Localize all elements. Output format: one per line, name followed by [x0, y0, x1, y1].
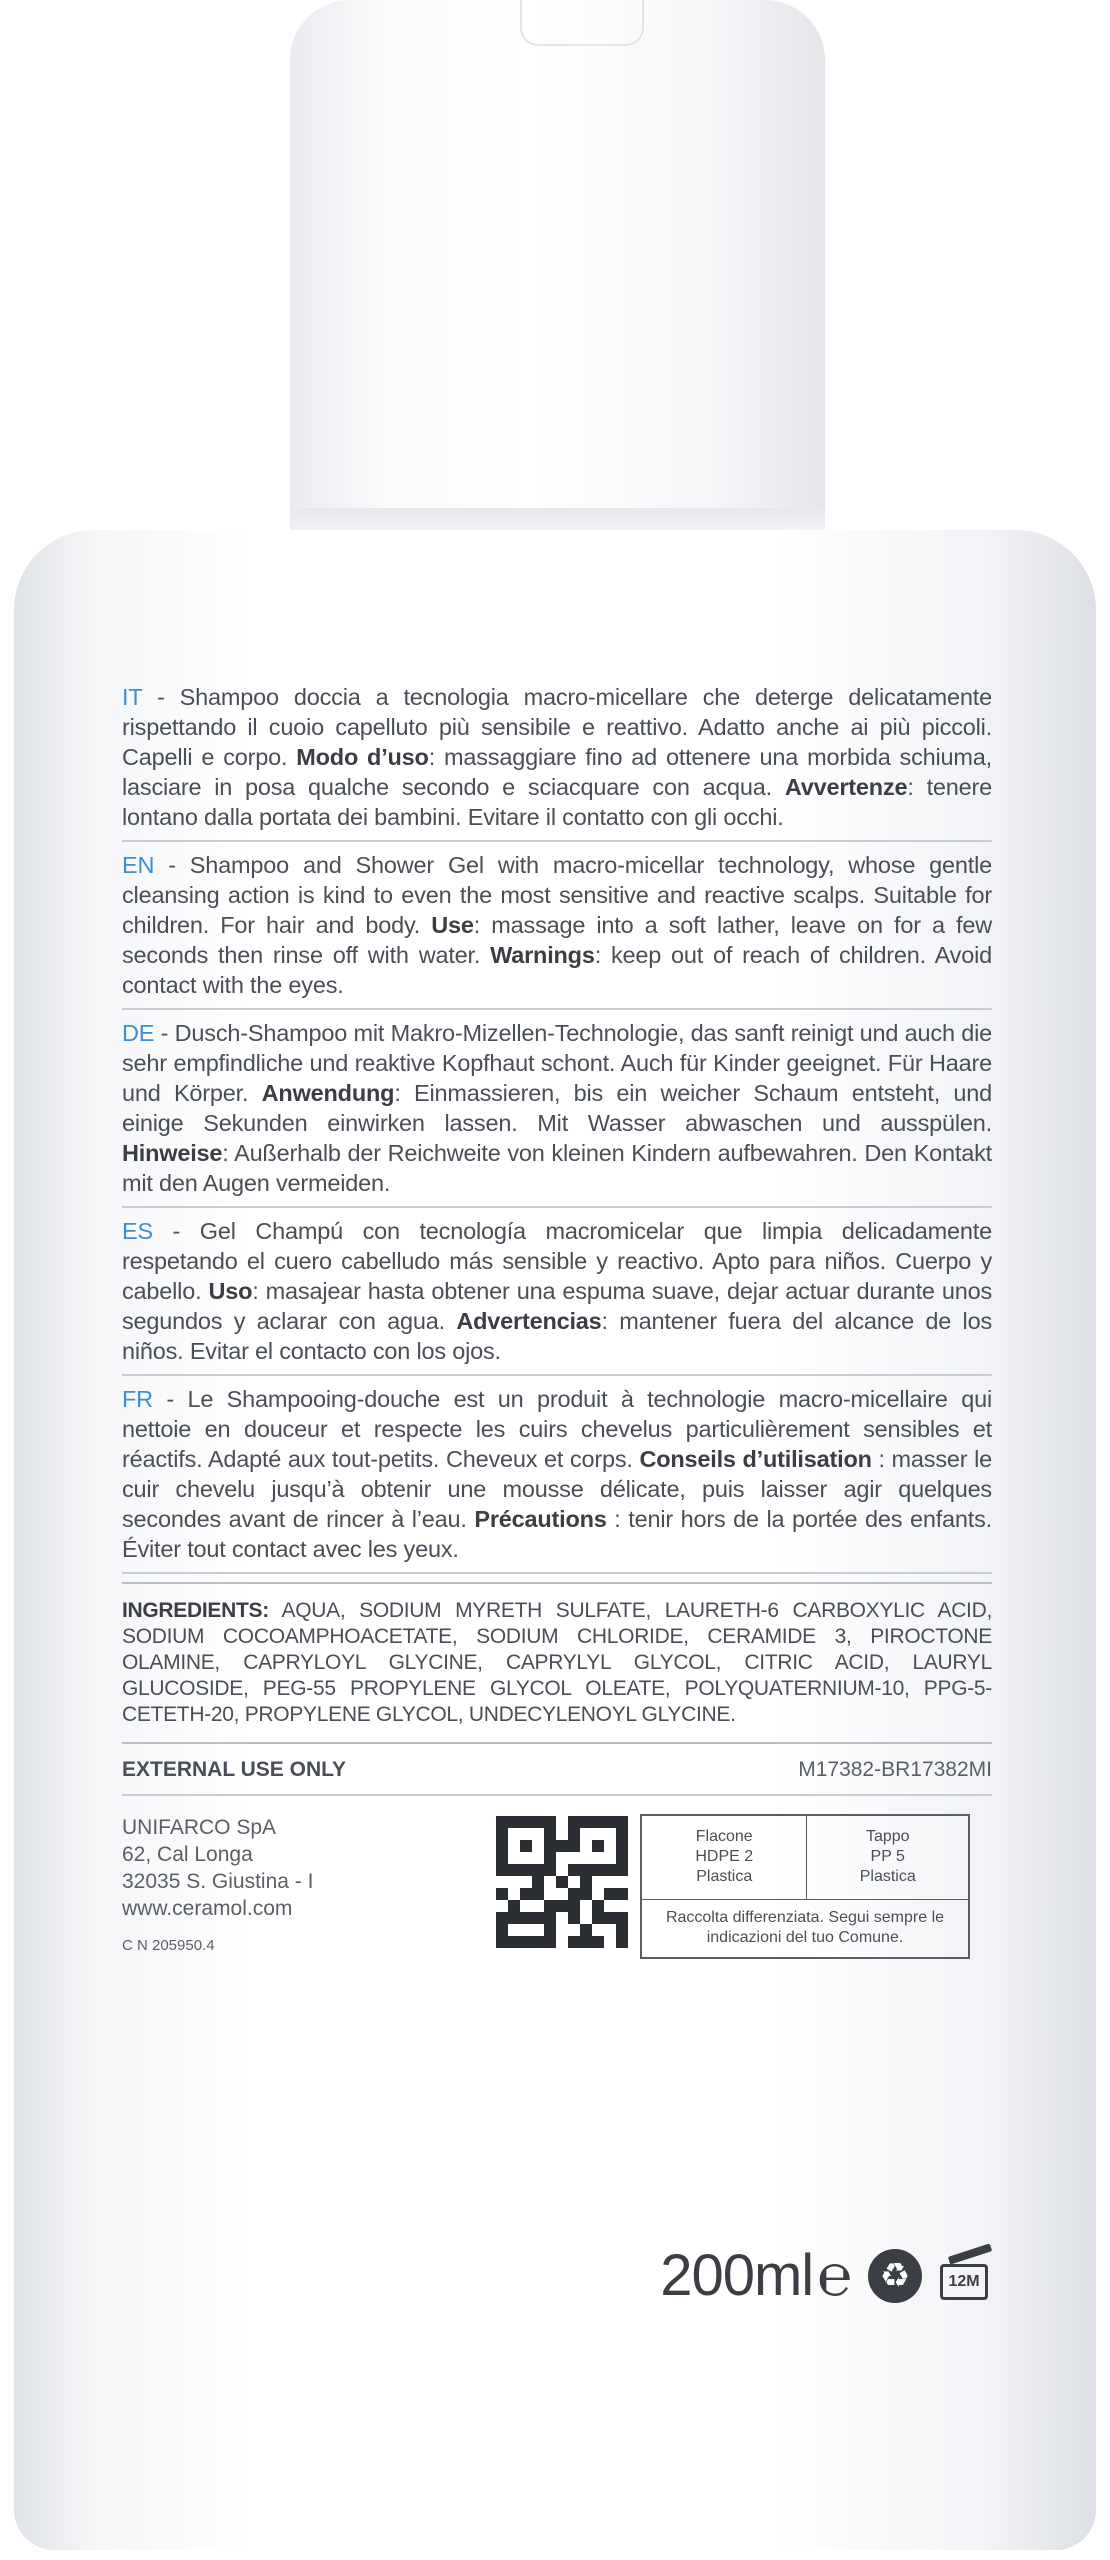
usage-heading: Uso: [208, 1278, 253, 1304]
pao-icon: [938, 2250, 992, 2302]
qr-module: [520, 1924, 532, 1936]
qr-module: [604, 1924, 616, 1936]
usage-heading: Conseils d’utilisation: [639, 1446, 872, 1472]
qr-module: [508, 1864, 520, 1876]
qr-module: [604, 1888, 616, 1900]
qr-module: [616, 1864, 628, 1876]
qr-module: [496, 1852, 508, 1864]
qr-module: [556, 1900, 568, 1912]
qr-module: [544, 1900, 556, 1912]
qr-module: [556, 1864, 568, 1876]
external-use-notice: EXTERNAL USE ONLY: [122, 1758, 347, 1781]
warnings-text: : Außerhalb der Reichweite von kleinen Kindern aufbewahren. Den Kontakt mit den Augen vermeiden.: [122, 1140, 992, 1196]
usage-text: : Einmassieren, bis ein weicher Schaum entsteht, und einige Sekunden einwirken lassen. Mit Wasser abwaschen und ausspülen.: [122, 1080, 993, 1136]
qr-module: [496, 1828, 508, 1840]
qr-module: [580, 1888, 592, 1900]
qr-module: [544, 1852, 556, 1864]
recycling-material: PP 5: [870, 1848, 905, 1866]
qr-module: [604, 1840, 616, 1852]
qr-module: [532, 1852, 544, 1864]
qr-module: [496, 1840, 508, 1852]
qr-module: [604, 1912, 616, 1924]
website: www.ceramol.com: [122, 1897, 293, 1920]
description-text: - Shampoo and Shower Gel with macro-micellar technology, whose gentle cleansing action is kind to even the most sensitive and reactive scalps. Suitable for children. For hair and body.: [122, 852, 992, 938]
qr-module: [616, 1876, 628, 1888]
warnings-heading: Hinweise: [122, 1140, 223, 1166]
qr-module: [568, 1852, 580, 1864]
qr-module: [508, 1900, 520, 1912]
usage-code-row: [122, 1758, 992, 1796]
lang-code: FR: [122, 1386, 153, 1412]
qr-module: [616, 1852, 628, 1864]
qr-module: [508, 1816, 520, 1828]
qr-module: [580, 1876, 592, 1888]
lang-code: DE: [122, 1020, 155, 1046]
recycling-note: Raccolta differenziata. Segui sempre le indicazioni del tuo Comune.: [641, 1899, 969, 1958]
ingredients-text: AQUA, SODIUM MYRETH SULFATE, LAURETH-6 CARBOXYLIC ACID, SODIUM COCOAMPHOACETATE, SODIUM CHLORIDE, CERAMIDE 3, PIROCTONE OLAMINE, CAPRYLOYL GLYCINE, CAPRYLYL GLYCOL, CITRIC ACID, LAURYL GLUCOSIDE, PEG-55 PROPYLENE GLYCOL OLEATE, POLYQUATERNIUM-10, PPG-5-CETETH-20, PROPYLENE GLYCOL, UNDECYLENOYL GLYCINE.: [122, 1599, 992, 1726]
product-code: M17382-BR17382MI: [798, 1758, 992, 1781]
qr-module: [520, 1828, 532, 1840]
qr-module: [616, 1924, 628, 1936]
recycling-cell: [641, 1815, 807, 1899]
qr-module: [592, 1900, 604, 1912]
description-text: - Gel Champú con tecnología macromicelar que limpia delicadamente respetando el cuero cabelludo más sensible y reactivo. Apto para niños. Cuerpo y cabello.: [122, 1218, 992, 1304]
qr-module: [616, 1888, 628, 1900]
qr-module: [496, 1900, 508, 1912]
description-en: [122, 850, 992, 1010]
qr-module: [520, 1840, 532, 1852]
qr-module: [592, 1864, 604, 1876]
description-text: - Le Shampooing-douche est un produit à technologie macro-micellaire qui nettoie en douceur et respecte les cuirs chevelus particulièrement sensibles et réactifs. Adapté aux tout-petits. Cheveux et corps.: [122, 1386, 992, 1472]
qr-module: [556, 1816, 568, 1828]
qr-module: [520, 1888, 532, 1900]
cn-code: C N 205950.4: [122, 1937, 215, 1954]
qr-code: [496, 1816, 628, 1948]
qr-module: [544, 1888, 556, 1900]
qr-module: [616, 1840, 628, 1852]
qr-module: [496, 1888, 508, 1900]
qr-module: [580, 1828, 592, 1840]
ingredients-heading: INGREDIENTS:: [122, 1599, 269, 1622]
qr-module: [544, 1816, 556, 1828]
qr-module: [616, 1900, 628, 1912]
qr-module: [520, 1900, 532, 1912]
description-it: [122, 682, 992, 842]
recycling-item: Tappo: [865, 1828, 910, 1846]
qr-module: [556, 1876, 568, 1888]
qr-module: [496, 1864, 508, 1876]
qr-module: [568, 1912, 580, 1924]
qr-module: [520, 1852, 532, 1864]
qr-module: [556, 1888, 568, 1900]
qr-module: [616, 1828, 628, 1840]
qr-module: [532, 1900, 544, 1912]
qr-module: [604, 1852, 616, 1864]
usage-heading: Modo d’uso: [296, 744, 429, 770]
warnings-text: : mantener fuera del alcance de los niños. Evitar el contacto con los ojos.: [122, 1308, 992, 1364]
qr-module: [508, 1936, 520, 1948]
qr-module: [592, 1936, 604, 1948]
qr-module: [532, 1840, 544, 1852]
qr-module: [568, 1840, 580, 1852]
qr-module: [544, 1936, 556, 1948]
qr-module: [544, 1828, 556, 1840]
qr-module: [508, 1840, 520, 1852]
warnings-text: : keep out of reach of children. Avoid contact with the eyes.: [122, 942, 992, 998]
qr-module: [568, 1888, 580, 1900]
qr-module: [520, 1816, 532, 1828]
qr-module: [508, 1888, 520, 1900]
qr-module: [520, 1876, 532, 1888]
cap-hinge: [520, 0, 644, 46]
qr-module: [568, 1864, 580, 1876]
qr-module: [496, 1876, 508, 1888]
qr-module: [496, 1924, 508, 1936]
qr-module: [532, 1864, 544, 1876]
warnings-heading: Précautions: [474, 1506, 607, 1532]
ingredients-list: [122, 1582, 992, 1744]
qr-module: [508, 1876, 520, 1888]
manufacturer-address: [122, 1814, 462, 1959]
qr-module: [580, 1840, 592, 1852]
qr-module: [580, 1900, 592, 1912]
description-text: - Dusch-Shampoo mit Makro-Mizellen-Technologie, das sanft reinigt und auch die sehr empfindliche und reaktive Kopfhaut schont. Auch für Kinder geeignet. Für Haare und Körper.: [122, 1020, 992, 1106]
usage-text: : masser le cuir chevelu jusqu’à obtenir une mousse délicate, puis laisser agir quelques secondes avant de rincer à l’eau.: [122, 1446, 992, 1532]
manufacturer-row: [122, 1814, 992, 1959]
recycling-table: [640, 1814, 970, 1959]
qr-module: [568, 1900, 580, 1912]
warnings-text: : tenere lontano dalla portata dei bambini. Evitare il contatto con gli occhi.: [122, 774, 992, 830]
qr-module: [568, 1936, 580, 1948]
description-text: - Shampoo doccia a tecnologia macro-micellare che deterge delicatamente rispettando il cuoio capelluto più sensibile e reattivo. Adatto anche ai più piccoli. Capelli e corpo.: [122, 684, 992, 770]
qr-module: [580, 1936, 592, 1948]
qr-module: [580, 1816, 592, 1828]
qr-module: [592, 1816, 604, 1828]
recycling-type: Plastica: [859, 1868, 916, 1886]
qr-module: [592, 1876, 604, 1888]
qr-module: [592, 1912, 604, 1924]
qr-module: [532, 1816, 544, 1828]
address-line: UNIFARCO SpA: [122, 1816, 277, 1839]
qr-module: [544, 1864, 556, 1876]
qr-module: [556, 1912, 568, 1924]
usage-text: : massage into a soft lather, leave on for a few seconds then rinse off with water.: [122, 912, 992, 968]
qr-module: [592, 1840, 604, 1852]
recycling-item: Flacone: [695, 1828, 753, 1846]
description-de: [122, 1018, 992, 1208]
qr-module: [532, 1888, 544, 1900]
estimated-sign-icon: ℮: [817, 2243, 852, 2308]
usage-text: : masajear hasta obtener una espuma suave, dejar actuar durante unos segundos y aclarar con agua.: [122, 1278, 992, 1334]
qr-module: [604, 1900, 616, 1912]
qr-module: [532, 1924, 544, 1936]
qr-module: [508, 1912, 520, 1924]
qr-module: [604, 1864, 616, 1876]
recycling-cell: [807, 1815, 969, 1899]
warnings-heading: Avvertenze: [784, 774, 908, 800]
qr-module: [604, 1936, 616, 1948]
qr-module: [568, 1876, 580, 1888]
qr-module: [532, 1828, 544, 1840]
description-fr: [122, 1384, 992, 1574]
qr-module: [544, 1840, 556, 1852]
qr-module: [568, 1924, 580, 1936]
qr-module: [580, 1912, 592, 1924]
qr-module: [520, 1864, 532, 1876]
description-es: [122, 1216, 992, 1376]
warnings-heading: Warnings: [490, 942, 595, 968]
qr-module: [604, 1876, 616, 1888]
qr-module: [532, 1876, 544, 1888]
qr-module: [556, 1924, 568, 1936]
qr-module: [568, 1816, 580, 1828]
qr-module: [496, 1936, 508, 1948]
qr-module: [580, 1864, 592, 1876]
lang-code: EN: [122, 852, 155, 878]
recycling-type: Plastica: [696, 1868, 753, 1886]
usage-heading: Anwendung: [261, 1080, 395, 1106]
qr-module: [592, 1888, 604, 1900]
address-line: 32035 S. Giustina - I: [122, 1870, 314, 1893]
pao-value: 12M: [940, 2264, 988, 2300]
qr-module: [496, 1912, 508, 1924]
qr-module: [580, 1924, 592, 1936]
qr-module: [544, 1924, 556, 1936]
qr-module: [580, 1852, 592, 1864]
pao-lid: [948, 2243, 992, 2264]
qr-module: [556, 1828, 568, 1840]
qr-module: [616, 1936, 628, 1948]
recycle-icon: ♻: [868, 2249, 922, 2303]
volume-text: 200ml: [660, 2243, 814, 2308]
qr-module: [520, 1912, 532, 1924]
qr-module: [496, 1816, 508, 1828]
address-line: 62, Cal Longa: [122, 1843, 253, 1866]
qr-module: [544, 1912, 556, 1924]
recycling-material: HDPE 2: [695, 1848, 754, 1866]
qr-module: [532, 1912, 544, 1924]
usage-text: : massaggiare fino ad ottenere una morbida schiuma, lasciare in posa qualche secondo e sciacquare con acqua.: [122, 744, 992, 800]
qr-module: [604, 1828, 616, 1840]
qr-module: [592, 1924, 604, 1936]
qr-module: [508, 1828, 520, 1840]
qr-module: [568, 1828, 580, 1840]
qr-module: [556, 1852, 568, 1864]
usage-heading: Use: [431, 912, 474, 938]
lang-code: ES: [122, 1218, 153, 1244]
qr-module: [556, 1840, 568, 1852]
product-label: [122, 682, 992, 2322]
lang-code: IT: [122, 684, 143, 710]
bottle-cap: [290, 0, 825, 520]
qr-module: [592, 1852, 604, 1864]
qr-module: [508, 1924, 520, 1936]
qr-module: [508, 1852, 520, 1864]
qr-module: [592, 1828, 604, 1840]
volume-row: [122, 2242, 992, 2309]
qr-module: [616, 1816, 628, 1828]
warnings-text: : tenir hors de la portée des enfants. Éviter tout contact avec les yeux.: [122, 1506, 992, 1562]
qr-module: [532, 1936, 544, 1948]
qr-module: [520, 1936, 532, 1948]
qr-module: [556, 1936, 568, 1948]
qr-module: [604, 1816, 616, 1828]
warnings-heading: Advertencias: [456, 1308, 602, 1334]
qr-module: [616, 1912, 628, 1924]
qr-module: [544, 1876, 556, 1888]
